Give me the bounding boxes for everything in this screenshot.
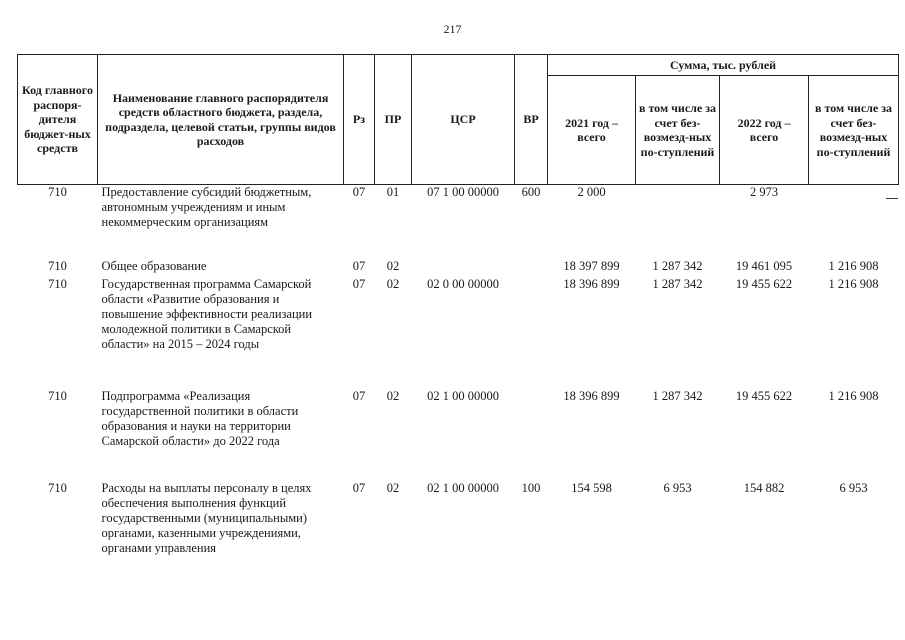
cell-name: Государственная программа Самарской области «Развитие образования и повышение эффективности реализации молодежной политики в Самарской области» на 2015 – 2024 годы <box>101 277 313 351</box>
cell-2021-incl: 1 287 342 <box>652 277 703 291</box>
header-2021-total: 2021 год – всего <box>548 76 636 185</box>
cell-vr: 600 <box>521 185 541 199</box>
cell-2022-incl: 1 216 908 <box>828 259 879 273</box>
budget-table <box>17 54 899 581</box>
cell-2022-incl: 6 953 <box>839 481 868 495</box>
cell-vr <box>515 389 548 481</box>
cell-name: Подпрограмма «Реализация государственной политики в области образования и науки на территории Самарской области» до 2022 года <box>101 389 299 448</box>
cell-rz: 07 <box>352 277 366 291</box>
cell-2022-incl: 1 216 908 <box>828 277 879 291</box>
cell-2022-incl <box>809 185 899 260</box>
cell-vr <box>515 259 548 277</box>
cell-pr: 01 <box>386 185 400 199</box>
cell-kod: 710 <box>48 259 67 273</box>
cell-pr: 02 <box>386 389 400 403</box>
cell-2022-total: 19 455 622 <box>735 389 793 403</box>
cell-kod: 710 <box>48 389 67 403</box>
cell-name: Расходы на выплаты персоналу в целях обеспечения выполнения функций государственными (муниципальными) органами, казенными учреждениями, органами управления <box>101 481 312 555</box>
cell-csr: 02 1 00 00000 <box>427 389 499 403</box>
cell-2021-total: 18 396 899 <box>563 389 620 403</box>
header-rz: Рз <box>344 55 375 185</box>
header-2021-incl: в том числе за счет без-возмезд-ных по-ступлений <box>636 76 720 185</box>
cell-csr: 02 0 00 00000 <box>427 277 499 291</box>
cell-2021-total: 154 598 <box>571 481 612 495</box>
cell-pr: 02 <box>386 481 400 495</box>
table-row <box>18 277 899 389</box>
table-body <box>18 185 899 582</box>
cell-2021-incl: 6 953 <box>663 481 692 495</box>
table-row <box>18 259 899 277</box>
cell-csr: 02 1 00 00000 <box>427 481 499 495</box>
cell-2021-incl: 1 287 342 <box>652 259 703 273</box>
header-csr: ЦСР <box>412 55 515 185</box>
header-kod: Код главного распоря-дителя бюджет-ных средств <box>18 55 98 185</box>
table-row <box>18 389 899 481</box>
table-row <box>18 481 899 581</box>
cell-kod: 710 <box>48 277 67 291</box>
margin-dash <box>886 198 898 199</box>
cell-rz: 07 <box>352 481 366 495</box>
cell-2022-total: 19 461 095 <box>735 259 793 273</box>
cell-csr: 07 1 00 00000 <box>427 185 499 199</box>
cell-kod: 710 <box>48 481 67 495</box>
cell-kod: 710 <box>48 185 67 199</box>
cell-2021-incl: 1 287 342 <box>652 389 703 403</box>
cell-vr: 100 <box>521 481 541 495</box>
cell-2022-total: 154 882 <box>743 481 785 495</box>
header-vr: ВР <box>515 55 548 185</box>
cell-2022-total: 2 973 <box>749 185 779 199</box>
cell-2021-incl <box>636 185 720 260</box>
header-sum: Сумма, тыс. рублей <box>548 55 899 76</box>
cell-2021-total: 18 396 899 <box>563 277 620 291</box>
cell-name: Предоставление субсидий бюджетным, автономным учреждениям и иным некоммерческим организациям <box>101 185 312 229</box>
cell-rz: 07 <box>352 389 366 403</box>
cell-2022-total: 19 455 622 <box>735 277 793 291</box>
header-pr: ПР <box>375 55 412 185</box>
cell-name: Общее образование <box>101 259 207 273</box>
cell-2022-incl: 1 216 908 <box>828 389 879 403</box>
table-row <box>18 185 899 260</box>
cell-2021-total: 2 000 <box>577 185 606 199</box>
page-number: 217 <box>443 22 462 36</box>
header-2022-total: 2022 год – всего <box>720 76 809 185</box>
cell-pr: 02 <box>386 277 400 291</box>
cell-rz: 07 <box>352 259 366 273</box>
cell-pr: 02 <box>386 259 400 273</box>
header-name: Наименование главного распорядителя средств областного бюджета, раздела, подраздела, целевой статьи, группы видов расходов <box>98 55 344 185</box>
cell-csr <box>412 259 515 277</box>
cell-vr <box>515 277 548 389</box>
header-2022-incl: в том числе за счет без-возмезд-ных по-ступлений <box>809 76 899 185</box>
cell-rz: 07 <box>352 185 366 199</box>
cell-2021-total: 18 397 899 <box>563 259 620 273</box>
table-header <box>18 55 899 185</box>
